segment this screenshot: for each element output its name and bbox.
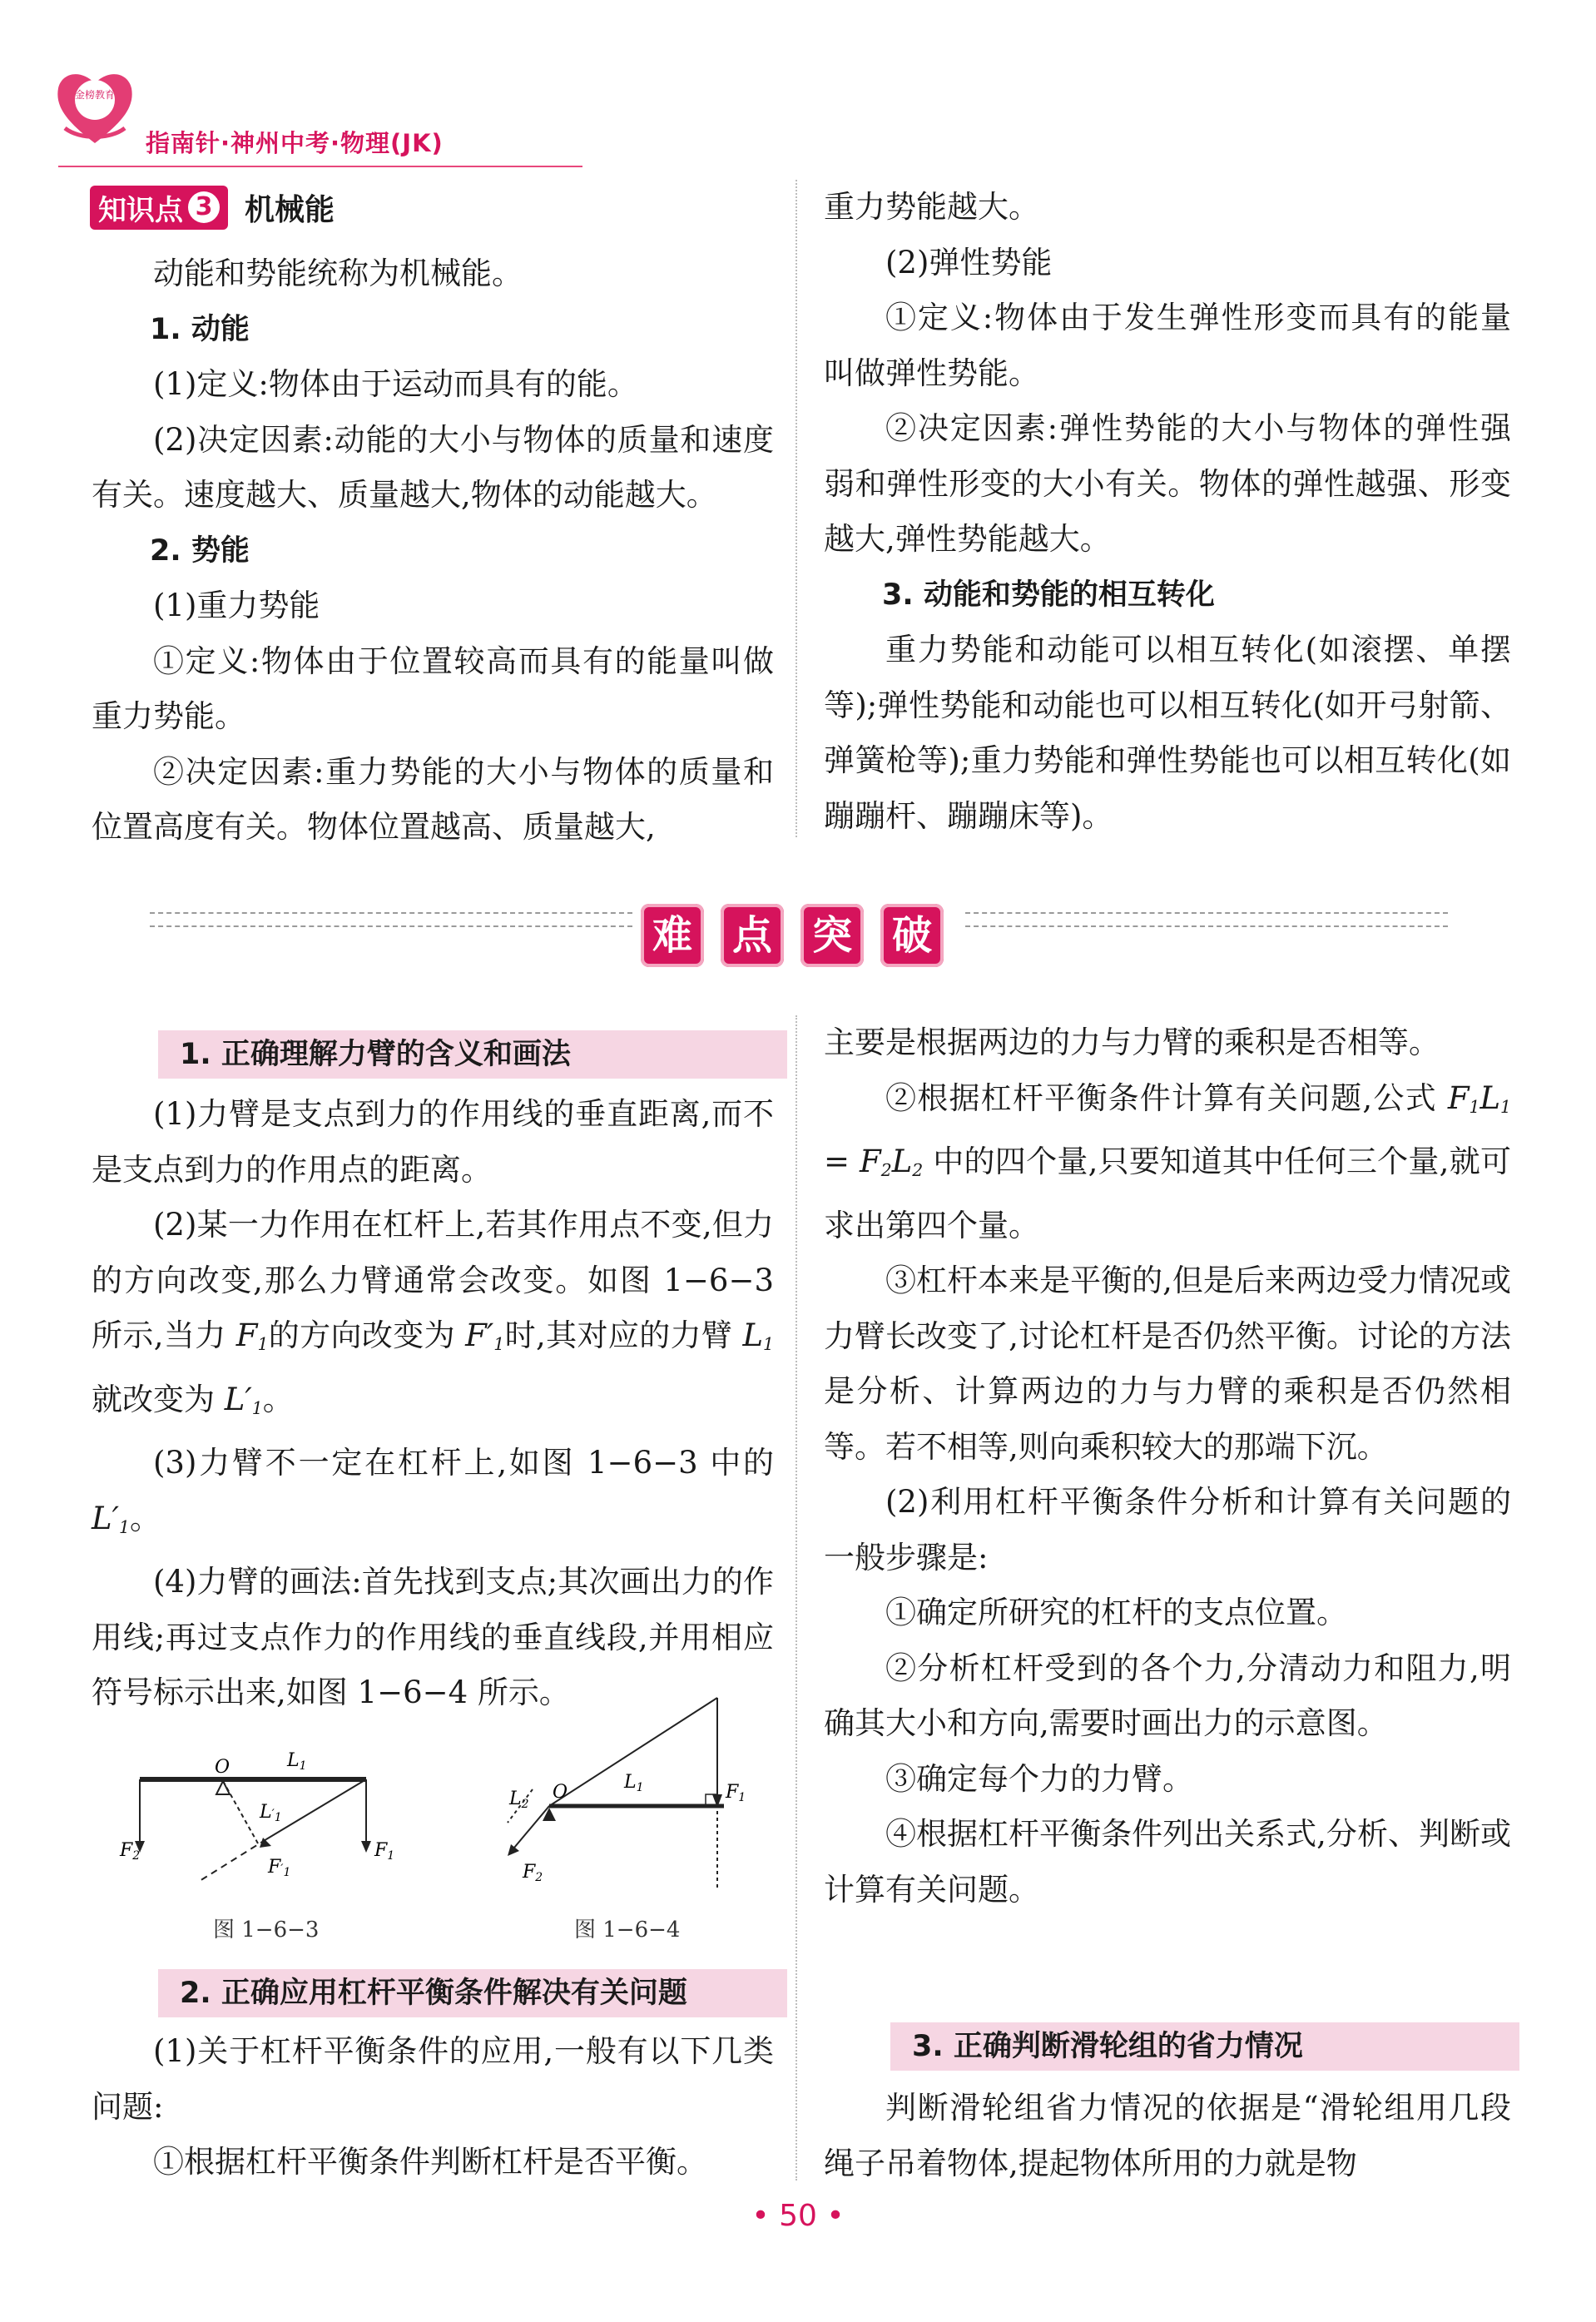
banner-char: 突 xyxy=(800,904,864,967)
badge-number: 3 xyxy=(188,191,220,223)
kp3-left-column xyxy=(92,246,774,856)
topic-heading-2: 2. 正确应用杠杆平衡条件解决有关问题 xyxy=(158,1969,787,2017)
logo-text: 金榜教育 xyxy=(74,89,116,101)
paragraph: ①定义:物体由于发生弹性形变而具有的能量叫做弹性势能。 xyxy=(824,300,1511,391)
paragraph: ③杠杆本来是平衡的,但是后来两边受力情况或力臂长改变了,讨论杠杆是否仍然平衡。讨论的方法是分析、计算两边的力与力臂的乘积是否仍然相等。若不相等,则向乘积较大的那端下沉。 xyxy=(824,1263,1511,1465)
topic2-continued xyxy=(824,1015,1511,1918)
topic-heading-1: 1. 正确理解力臂的含义和画法 xyxy=(158,1030,787,1079)
label-F1: F1 xyxy=(374,1840,395,1863)
paragraph: ④根据杠杆平衡条件列出关系式,分析、判断或计算有关问题。 xyxy=(824,1816,1511,1908)
label-F2: F2 xyxy=(120,1840,141,1863)
paragraph: 主要是根据两边的力与力臂的乘积是否相等。 xyxy=(824,1025,1440,1060)
paragraph: (2)决定因素:动能的大小与物体的质量和速度有关。速度越大、质量越大,物体的动能越大。 xyxy=(92,421,774,513)
lever-figure-1-6-3 xyxy=(116,1731,424,1898)
paragraph: (1)关于杠杆平衡条件的应用,一般有以下几类问题: xyxy=(92,2033,774,2125)
banner-char: 难 xyxy=(641,904,704,967)
force-f1-prime-arrow xyxy=(266,1779,366,1839)
label-O: O xyxy=(553,1782,568,1803)
label-F1-prime: F′1 xyxy=(268,1857,291,1879)
fulcrum xyxy=(543,1808,556,1821)
label-F1: F1 xyxy=(726,1782,746,1804)
figure-caption-1-6-4: 图 1−6−4 xyxy=(574,1918,681,1942)
banner-dash-left xyxy=(150,912,632,927)
paragraph: (1)定义:物体由于运动而具有的能。 xyxy=(153,366,638,402)
topic-heading-3: 3. 正确判断滑轮组的省力情况 xyxy=(890,2022,1519,2071)
paragraph: (3)力臂不一定在杠杆上,如图 1−6−3 中的 $L'_1$。 xyxy=(92,1445,774,1537)
label-L1: L1 xyxy=(287,1750,307,1773)
paragraph: (1)力臂是支点到力的作用线的垂直距离,而不是支点到力的作用点的距离。 xyxy=(92,1096,774,1188)
paragraph: 动能和势能统称为机械能。 xyxy=(153,256,523,291)
column-divider xyxy=(796,180,797,837)
header-title: 指南针·神州中考·物理(JK) xyxy=(146,129,444,157)
label-F2: F2 xyxy=(523,1862,543,1884)
lever-figure-1-6-4 xyxy=(499,1689,766,1906)
subheading: 1. 动能 xyxy=(150,312,250,346)
header-divider xyxy=(58,166,582,167)
label-L2: L2 xyxy=(509,1789,529,1811)
paragraph: ②决定因素:弹性势能的大小与物体的弹性强弱和弹性形变的大小有关。物体的弹性越强、形变越大,弹性势能越大。 xyxy=(824,410,1511,557)
paragraph: ③确定每个力的力臂。 xyxy=(885,1760,1193,1797)
section-banner xyxy=(641,904,944,967)
topic1-body xyxy=(92,1087,774,1721)
figure-caption-1-6-3: 图 1−6−3 xyxy=(213,1918,320,1942)
force-f2-arrow xyxy=(514,1806,549,1848)
subheading: 2. 势能 xyxy=(150,533,250,568)
paragraph: (2)利用杠杆平衡条件分析和计算有关问题的一般步骤是: xyxy=(824,1484,1511,1575)
label-L1: L1 xyxy=(624,1772,644,1794)
label-L1-prime: L′1 xyxy=(260,1802,282,1824)
badge-label: 知识点 xyxy=(98,193,183,227)
paragraph: (4)力臂的画法:首先找到支点;其次画出力的作用线;再过支点作力的作用线的垂直线段,并用相应符号标示出来,如图 1−6−4 所示。 xyxy=(92,1564,774,1711)
kp3-right-column xyxy=(824,180,1511,844)
paragraph: (2)弹性势能 xyxy=(885,244,1053,280)
publisher-logo xyxy=(50,63,140,153)
knowledge-point-badge xyxy=(90,186,228,230)
column-divider xyxy=(796,1015,797,2181)
label-O: O xyxy=(215,1757,230,1778)
paragraph: ②分析杠杆受到的各个力,分清动力和阻力,明确其大小和方向,需要时画出力的示意图。 xyxy=(824,1650,1511,1742)
paragraph: ②决定因素:重力势能的大小与物体的质量和位置高度有关。物体位置越高、质量越大, xyxy=(92,753,774,845)
paragraph: ②根据杠杆平衡条件计算有关问题,公式 $F_1L_1 = F_2L_2$ 中的四个量,只要知道其中任何三个量,就可求出第四个量。 xyxy=(824,1079,1511,1243)
paragraph: 判断滑轮组省力情况的依据是“滑轮组用几段绳子吊着物体,提起物体所用的力就是物 xyxy=(824,2090,1511,2181)
banner-char: 点 xyxy=(721,904,784,967)
paragraph: ①定义:物体由于位置较高而具有的能量叫做重力势能。 xyxy=(92,643,774,734)
page-number: • 50 • xyxy=(751,2199,845,2233)
topic2-body xyxy=(92,2024,774,2191)
paragraph: 重力势能越大。 xyxy=(824,189,1039,225)
paragraph: ①根据杠杆平衡条件判断杠杆是否平衡。 xyxy=(153,2144,707,2180)
topic3-body xyxy=(824,2081,1511,2191)
banner-dash-right xyxy=(965,912,1448,927)
paragraph: ①确定所研究的杠杆的支点位置。 xyxy=(885,1595,1347,1631)
knowledge-point-heading xyxy=(90,186,335,228)
knowledge-point-title: 机械能 xyxy=(245,192,335,227)
paragraph: 重力势能和动能可以相互转化(如滚摆、单摆等);弹性势能和动能也可以相互转化(如开弓射箭、弹簧枪等);重力势能和弹性势能也可以相互转化(如蹦蹦杆、蹦蹦床等)。 xyxy=(824,632,1511,834)
banner-char: 破 xyxy=(880,904,944,967)
subheading: 3. 动能和势能的相互转化 xyxy=(882,578,1215,612)
line-of-action xyxy=(200,1839,266,1881)
paragraph: (1)重力势能 xyxy=(153,588,320,623)
paragraph: (2)某一力作用在杠杆上,若其作用点不变,但力的方向改变,那么力臂通常会改变。如图 1−6−3 所示,当力 $F_1$的方向改变为 $F'_1$时,其对应的力臂 $L_1$就改变为 $L'_1$。 xyxy=(92,1207,774,1418)
lever-arm-l1-prime xyxy=(223,1781,258,1843)
